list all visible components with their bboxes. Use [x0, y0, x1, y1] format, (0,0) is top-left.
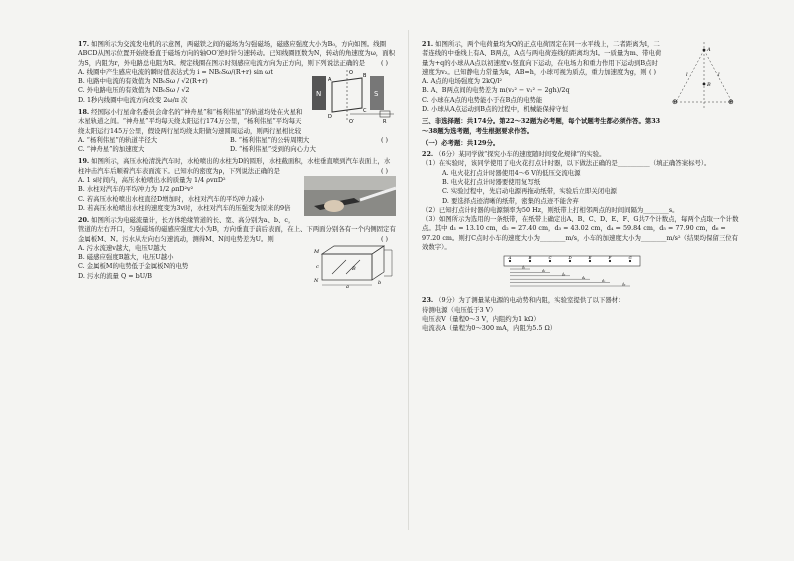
tape-point-G	[629, 260, 631, 262]
question-22	[422, 150, 740, 293]
q21-number: 21.	[422, 40, 434, 48]
q23-item-2: 电压表V（量程0～3 V，内阻约为1 kΩ）	[422, 315, 540, 324]
q22-number: 22.	[422, 150, 434, 159]
svg-text:M: M	[314, 248, 320, 255]
svg-text:D: D	[328, 113, 332, 120]
q21-charges-figure	[668, 40, 740, 115]
q20-option-a: A. 污水流速v越大，电压U越大	[78, 243, 166, 252]
tape-point-label-B: B	[528, 255, 532, 261]
q21-answer-bracket: ( )	[648, 67, 656, 76]
svg-text:a: a	[346, 283, 349, 288]
tape-point-label-G: G	[628, 255, 632, 261]
q20-flowmeter-figure	[312, 244, 396, 291]
tape-dimension-label-6: d₆	[622, 282, 626, 287]
q18-option-c: C. “神舟星”的加速度大	[78, 145, 145, 154]
q18-option-d: D. “杨利伟星”受到的向心力大	[230, 145, 316, 154]
column-divider	[408, 30, 409, 530]
q17-option-b: B. 电路中电流的有效值为 NB₀Sω / √2(R+r)	[78, 77, 208, 86]
q17-stem	[78, 40, 396, 68]
svg-text:B: B	[707, 82, 711, 88]
q21-text: 如图所示，两个电荷量均为Q的正点电荷固定在同一水平线上，二者距离为l，二者连线的中垂线上有A、B两点，A点与两电荷连线的距离均为l。一质量为m、带电荷量为+q的小球从A点以初速度v₁竖直向下运动，在电场力和重力作用下运动到B点时速度为v₂。已知静电力常量为k，AB=h，小球可视为质点，重力加速度为g，则	[422, 40, 662, 76]
svg-text:C: C	[363, 107, 367, 114]
svg-text:A: A	[707, 47, 711, 53]
q20-number: 20.	[78, 216, 90, 225]
q18-options-row1	[78, 136, 396, 145]
tape-point-label-A: A	[508, 255, 512, 261]
section-3-heading: 三、非选择题：共174分。第22～32题为必考题，每个试题考生都必须作答。第33～38题为选考题，考生根据要求作答。	[422, 117, 661, 135]
svg-text:b: b	[378, 279, 382, 286]
q22-part1-option-d: D. 要选择点迹清晰的纸带，密集的点迹不能舍弃	[442, 196, 579, 205]
q19-option-b: B. 水柱对汽车的平均冲力为 1/2 ρπD²v²	[78, 185, 194, 194]
q22-part1-option-a: A. 电火花打点计时器使用4～6 V的低压交流电源	[442, 168, 581, 177]
q17-answer-bracket: ( )	[380, 58, 388, 67]
svg-text:O: O	[349, 69, 353, 76]
q22-stem	[422, 150, 740, 159]
svg-text:S: S	[374, 89, 379, 98]
q19-stem	[78, 157, 396, 176]
q22-part1-option-c: C. 实验过程中，先启动电源再拖动纸带，实验后立即关闭电源	[442, 187, 617, 196]
q23-text: （9分）为了测量某电源的电动势和内阻，实验室提供了以下器材：	[435, 296, 625, 305]
q19-number: 19.	[78, 157, 90, 166]
q17-option-a: A. 线圈中产生感应电流的瞬时值表达式为 i = NB₀Sω/(R+r) sin ωt	[78, 67, 273, 76]
tape-dimension-label-3: d₃	[562, 272, 566, 277]
question-21	[422, 40, 740, 114]
tape-point-E	[589, 260, 591, 262]
tape-point-label-E: E	[588, 255, 592, 261]
q21-option-c: C. 小球在A点的电势能小于在B点的电势能	[422, 95, 543, 104]
svg-text:⊕: ⊕	[728, 98, 734, 106]
svg-text:O′: O′	[349, 118, 355, 124]
question-19	[78, 157, 396, 213]
q17-generator-figure	[310, 68, 396, 127]
q19-water-gun-photo	[304, 176, 396, 219]
q20-option-c: C. 金属板M的电势低于金属板N的电势	[78, 262, 189, 271]
q18-option-b: B. “杨利伟星”的公转周期大	[230, 135, 310, 144]
tape-point-label-C: C	[548, 255, 552, 261]
q21-option-a: A. A点的电场强度为 2kQ/l²	[422, 77, 502, 86]
q22-text: （6分）某同学做“探究小车的速度随时间变化规律”的实验。	[435, 150, 606, 159]
svg-text:B: B	[352, 265, 356, 272]
q23-number: 23.	[422, 296, 434, 305]
tape-dimension-label-1: d₁	[522, 265, 526, 270]
svg-text:A: A	[328, 76, 332, 83]
q18-number: 18.	[78, 107, 90, 116]
q20-answer-bracket: ( )	[380, 234, 388, 243]
q17-option-d: D. 1秒内线圈中电流方向改变 2ω/π 次	[78, 95, 188, 104]
q22-paper-tape-figure	[502, 254, 740, 293]
q19-option-d: D. 若高压水枪喷出水柱的速度变为3v时，水柱对汽车的压强变为原来的9倍	[78, 203, 291, 212]
tape-point-label-D: D	[568, 255, 572, 261]
q19-option-c: C. 若高压水枪喷出水柱直径D增加时，水柱对汽车的平均冲力减小	[78, 194, 265, 203]
tape-dimension-label-4: d₄	[582, 275, 586, 280]
tape-point-label-F: F	[608, 255, 612, 261]
q21-option-b: B. A、B两点间的电势差为 m(v₂² − v₁² − 2gh)/2q	[422, 86, 570, 95]
q20-stem	[78, 216, 396, 244]
q22-part1: （1）在实验时，该同学使用了电火花打点计时器，以下做法正确的是__________（填正确答案标号）。	[422, 159, 711, 168]
q18-answer-bracket: ( )	[380, 135, 388, 144]
svg-text:c: c	[316, 263, 319, 270]
svg-text:⊕: ⊕	[672, 98, 678, 106]
tape-dimension-label-5: d₅	[602, 279, 606, 284]
q22-part2: （2）已知打点计时器的电源频率为50 Hz，则纸带上打相邻两点的时间间隔为________s。	[422, 205, 679, 214]
q18-option-a: A. “杨利伟星”的轨道半径大	[78, 135, 158, 144]
svg-text:l: l	[718, 72, 720, 78]
q22-part1-option-b: B. 电火花打点计时器要使用复写纸	[442, 177, 541, 186]
q17-option-c: C. 外电路电压的有效值为 NB₀Sω / √2	[78, 86, 190, 95]
tape-point-A	[509, 260, 511, 262]
svg-text:N: N	[316, 89, 322, 98]
q20-text: 如图所示为电磁流量计，长方体绝缘管道的长、宽、高分别为a、b、c，管道的左右开口，匀强磁场的磁感应强度大小为B，方向垂直于前后表面，在上、下两面分别各有一个内侧固定有金属板M、N。污水从左向右匀速流动，测得M、N间电势差为U。则	[78, 216, 396, 243]
svg-text:R: R	[383, 118, 387, 124]
svg-text:B: B	[363, 72, 367, 79]
q17-number: 17.	[78, 40, 90, 48]
q20-option-b: B. 磁感应强度B越大，电压U越小	[78, 253, 174, 262]
tape-point-D	[569, 260, 571, 262]
q19-text: 如图所示，高压水枪清洗汽车时，水枪喷出的水柱为D的圆形，水柱截面积，水柱垂直喷到汽车表面上，水柱冲击汽车后顺着汽车表面流下。已知水的密度为ρ，下列说法正确的是	[78, 157, 391, 175]
q18-text: 经国际小行星命名委员会命名的“神舟星”和“杨利伟星”的轨道均处在火星和木星轨道之间。“神舟星”平均每天绕太阳运行174万公里，“杨利伟星”平均每天绕太阳运行145万公里，假设两行星均绕太阳做匀速圆周运动，则两行星相比较	[78, 107, 303, 135]
question-20	[78, 216, 396, 288]
svg-text:l: l	[686, 72, 688, 78]
q21-option-d: D. 小球从A点运动到B点的过程中，机械能保持守恒	[422, 104, 569, 113]
section-3-part1: （一）必考题：共129分。	[422, 138, 500, 147]
left-column	[78, 40, 396, 293]
q23-item-3: 电流表A（量程为0～300 mA，内阻为5.5 Ω）	[422, 324, 557, 333]
q19-option-a: A. 1 s时间内，高压水枪喷出水的质量为 1/4 ρvπD²	[78, 175, 226, 184]
q22-part3: （3）如图所示为选用的一条纸带，在纸带上确定出A、B、C、D、E、F、G共7个计数点，每两个点取一个计数点。其中 d₁ = 13.10 cm，d₂ = 27.40 cm，d₃ = 43.02 cm，d₄ = 59.84 cm，d₅ = 77.90 cm，d₆ = 97.20 cm。则打C点时小车的速度大小为________m/s，小车的加速度大小为________m/s²（结果均保留三位有效数字）。	[422, 215, 739, 251]
q20-option-d: D. 污水的流量 Q = bU/B	[78, 271, 152, 280]
svg-text:N: N	[314, 277, 319, 284]
q18-options-row2	[78, 145, 396, 154]
q23-stem	[422, 296, 740, 305]
tape-point-B	[529, 260, 531, 262]
question-23	[422, 296, 740, 333]
q17-text: 如图所示为交流发电机的示意图，两磁铁之间的磁场为匀强磁场，磁感应强度大小为B₀，方向如图。线圈ABCD从图示位置开始绕垂直于磁场方向的轴OO′逆时针匀速转动。已知线圈匝数为N，转动的角速度为ω，面积为S，内阻为r，外电路总电阻为R。规定线圈在图示时刻感应电流方向为正方向，则下列说法正确的是	[78, 40, 395, 67]
q19-answer-bracket: ( )	[380, 166, 388, 175]
tape-point-C	[549, 260, 551, 262]
q23-item-1: 待测电源（电压低于3 V）	[422, 305, 497, 314]
tape-point-F	[609, 260, 611, 262]
tape-dimension-label-2: d₂	[542, 269, 546, 274]
right-column	[422, 40, 740, 337]
